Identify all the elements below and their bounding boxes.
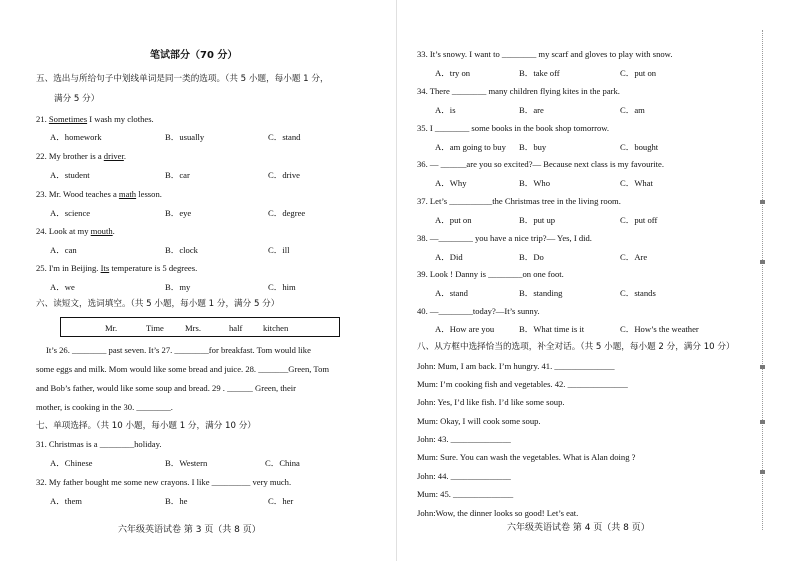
- q33-option-c: C．put on: [620, 68, 657, 78]
- dialogue-line-5: John: 43. ______________: [417, 434, 511, 444]
- question-22: 22. My brother is a driver.: [36, 151, 126, 161]
- q25-option-a: A．we: [50, 282, 75, 292]
- q33-option-a: A．try on: [435, 68, 471, 78]
- dialogue-line-2: Mum: I’m cooking fish and vegetables. 42. ______________: [417, 379, 628, 389]
- page-footer-left: 六年级英语试卷 第 3 页（共 8 页）: [118, 525, 261, 535]
- question-21: 21. Sometimes I wash my clothes.: [36, 114, 154, 124]
- q38-option-a: A．Did: [435, 252, 463, 262]
- binding-mark: [760, 470, 765, 474]
- question-40: 40. —________today?—It’s sunny.: [417, 306, 540, 316]
- binding-mark: [760, 420, 765, 424]
- q37-option-b: B．put up: [519, 215, 556, 225]
- q40-option-c: C．How’s the weather: [620, 324, 699, 334]
- q34-option-c: C．am: [620, 105, 645, 115]
- question-34: 34. There ________ many children flying kites in the park.: [417, 86, 620, 96]
- q32-option-a: A．them: [50, 496, 82, 506]
- right-page: [397, 0, 794, 561]
- q36-option-c: C．What: [620, 178, 653, 188]
- q35-option-c: C．bought: [620, 142, 659, 152]
- question-32: 32. My father bought me some new crayons. I like _________ very much.: [36, 477, 292, 487]
- question-37: 37. Let’s __________the Christmas tree in the living room.: [417, 196, 621, 206]
- binding-line: [762, 30, 763, 530]
- binding-mark: [760, 260, 765, 264]
- q22-option-c: C．drive: [268, 170, 300, 180]
- word-bank-word: Mrs.: [185, 323, 201, 333]
- q24-option-c: C．ill: [268, 245, 290, 255]
- q31-option-b: B．Western: [165, 458, 208, 468]
- q33-option-b: B．take off: [519, 68, 560, 78]
- q38-option-c: C．Are: [620, 252, 648, 262]
- q37-option-c: C．put off: [620, 215, 658, 225]
- q38-option-b: B．Do: [519, 252, 544, 262]
- q32-option-b: B．he: [165, 496, 188, 506]
- q23-option-c: C．degree: [268, 208, 306, 218]
- q24-option-b: B．clock: [165, 245, 198, 255]
- dialogue-line-1: John: Mum, I am back. I’m hungry. 41. ______________: [417, 361, 615, 371]
- question-36: 36. — ______are you so excited?— Because next class is my favourite.: [417, 159, 665, 169]
- q31-option-a: A．Chinese: [50, 458, 93, 468]
- passage-line-3: and Bob’s father, would like some soup and bread. 29 . ______ Green, their: [36, 383, 297, 393]
- passage-line-2: some eggs and milk. Mom would like some bread and juice. 28. _______Green, Tom: [36, 364, 330, 374]
- q39-option-c: C．stands: [620, 288, 656, 298]
- q40-option-a: A．How are you: [435, 324, 495, 334]
- question-25: 25. I'm in Beijing. Its temperature is 5 degrees.: [36, 263, 198, 273]
- q24-option-a: A．can: [50, 245, 77, 255]
- q34-option-b: B．are: [519, 105, 544, 115]
- word-bank-word: kitchen: [263, 323, 289, 333]
- q21-option-a: A．homework: [50, 132, 102, 142]
- section5-heading: 五、选出与所给句子中划线单词是同一类的选项。（共 5 小题，每小题 1 分，: [36, 74, 329, 84]
- section8-heading: 八、从方框中选择恰当的选项，补全对话。（共 5 小题，每小题 2 分，满分 10 分）: [417, 342, 735, 352]
- q23-option-a: A．science: [50, 208, 91, 218]
- section-title: 笔试部分（70 分）: [150, 50, 238, 61]
- dialogue-line-9: John:Wow, the dinner looks so good! Let’s eat.: [417, 508, 579, 518]
- q34-option-a: A．is: [435, 105, 456, 115]
- binding-mark: [760, 365, 765, 369]
- q37-option-a: A．put on: [435, 215, 472, 225]
- dialogue-line-3: John: Yes, I’d like fish. I’d like some soup.: [417, 397, 565, 407]
- question-33: 33. It’s snowy. I want to ________ my scarf and gloves to play with snow.: [417, 49, 673, 59]
- passage-line-4: mother, is cooking in the 30. ________.: [36, 402, 173, 412]
- word-bank-word: Mr.: [105, 323, 118, 333]
- section5-heading-2: 满分 5 分）: [54, 94, 100, 104]
- q22-option-a: A．student: [50, 170, 90, 180]
- section6-heading: 六、读短文，选词填空。（共 5 小题，每小题 1 分，满分 5 分）: [36, 299, 280, 309]
- q32-option-c: C．her: [268, 496, 294, 506]
- q39-option-b: B．standing: [519, 288, 563, 298]
- word-bank-box: [60, 317, 340, 337]
- q36-option-b: B．Who: [519, 178, 551, 188]
- dialogue-line-6: Mum: Sure. You can wash the vegetables. What is Alan doing ?: [417, 452, 636, 462]
- q23-option-b: B．eye: [165, 208, 192, 218]
- word-bank-word: Time: [146, 323, 164, 333]
- question-31: 31. Christmas is a ________holiday.: [36, 439, 162, 449]
- question-35: 35. I ________ some books in the book shop tomorrow.: [417, 123, 610, 133]
- q25-option-c: C．him: [268, 282, 296, 292]
- section7-heading: 七、单项选择。（共 10 小题，每小题 1 分，满分 10 分）: [36, 421, 256, 431]
- question-38: 38. —________ you have a nice trip?— Yes, I did.: [417, 233, 592, 243]
- q22-option-b: B．car: [165, 170, 190, 180]
- question-23: 23. Mr. Wood teaches a math lesson.: [36, 189, 162, 199]
- binding-mark: [760, 200, 765, 204]
- q31-option-c: C．China: [265, 458, 300, 468]
- question-39: 39. Look ! Danny is ________on one foot.: [417, 269, 564, 279]
- q21-option-c: C．stand: [268, 132, 301, 142]
- q21-option-b: B．usually: [165, 132, 205, 142]
- question-24: 24. Look at my mouth.: [36, 226, 115, 236]
- dialogue-line-4: Mum: Okay, I will cook some soup.: [417, 416, 541, 426]
- q40-option-b: B．What time is it: [519, 324, 585, 334]
- q25-option-b: B．my: [165, 282, 191, 292]
- page-footer-right: 六年级英语试卷 第 4 页（共 8 页）: [507, 523, 650, 533]
- q36-option-a: A．Why: [435, 178, 467, 188]
- word-bank-word: half: [229, 323, 243, 333]
- passage-line-1: It’s 26. ________ past seven. It’s 27. ________for breakfast. Tom would like: [46, 345, 311, 355]
- dialogue-line-8: Mum: 45. ______________: [417, 489, 514, 499]
- dialogue-line-7: John: 44. ______________: [417, 471, 511, 481]
- q35-option-a: A．am going to buy: [435, 142, 506, 152]
- q39-option-a: A．stand: [435, 288, 468, 298]
- q35-option-b: B．buy: [519, 142, 547, 152]
